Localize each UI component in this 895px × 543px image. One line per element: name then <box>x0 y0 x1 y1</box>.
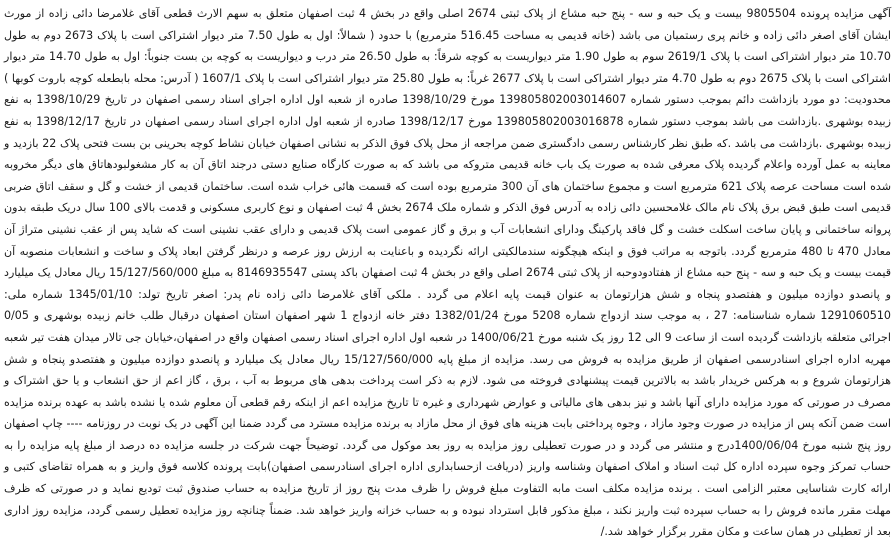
auction-notice-text: آگهی مزایده پرونده 9805504 بیست و یک حبه و سه - پنج حبه مشاع از پلاک ثبتی 2674 اصلی واقع در بخش 4 ثبت اصفهان متعلق به سهم الارث قطعی آقای غلامرضا دائی زاده از مورث ایشان آقای اصغر دائی زاده و خانم پری رستمیان می باشد (خانه قدیمی به مساحت 516.45 مترمربع) با حدود ( شمالاً: اول به طول 7.50 متر دیوار اشتراکی است با پلاک 2673 دوم به طول 10.70 متر دیوار اشتراکی است با پلاک 2619/1 سوم به طول 1.90 متر دیواریست به کوچه شرقاً: به طول 26.50 متر درب و دیواریست به کوچه بن بست جنوباً: اول به طول 14.70 متر دیوار اشتراکی است با پلاک 2675 دوم به طول 4.70 متر دیوار اشتراکی است با پلاک 2677 غرباً: به طول 25.80 متر دیوار اشتراکی است با پلاک 1607/1 ( آدرس: محله بابطعله کوچه باروت کوبها ) محدودیت: دو مورد بازداشت دائم بموجب دستور شماره 139805802003014607 مورخ 1398/10/29 صادره از شعبه اول اداره اجرای اسناد رسمی اصفهان در تاریخ 1398/10/29 به نفع زبیده بوشهری .بازداشت می باشد بموجب دستور شماره 139805802003016878 مورخ 1398/12/17 صادره از شعبه اول اداره اجرای اسناد رسمی اصفهان در تاریخ 1398/12/17 به نفع زبیده بوشهری .بازداشت می باشد .که طبق نظر کارشناس رسمی دادگستری ضمن مراجعه از محل پلاک فوق الذکر به نشانی اصفهان خیابان نشاط کوچه بحرینی بن بست فتحی پلاک 22 بازدید و معاینه به عمل آورده واعلام گردیده پلاک معرفی شده به صورت یک باب خانه قدیمی متروکه می باشد که به صورت کارگاه صنایع دستی درجند اتاق آن به کار مشغولبودهاتاق های دیگر مخروبه شده است مساحت عرصه پلاک 621 مترمربع است و مجموع ساختمان های آن 300 مترمربع بوده است که قسمت هائی خراب شده است. ساختمان قدیمی از خشت و گل و سقف اتاق ضربی قدیمی است طبق قبض برق پلاک نام مالک غلامحسین دائی زاده به آدرس فوق الذکر و شماره ملک 2674 بخش 4 ثبت اصفهان و نوع کاربری مسکونی و قدمت بالای 100 سال دریک طبقه بدون پروانه ساختمانی و پایان ساخت اسکلت خشت و گل فاقد پارکینگ ودارای انشعابات آب و برق و گاز عمومی است پلاک قدیمی و دارای عقب نشینی است که شاید پس از عقب نشینی متراژ آن معادل 470 تا 480 مترمربع گردد. باتوجه به مراتب فوق و اینکه هیچگونه سندمالکیتی ارائه نگردیده و باعنایت به ارزش روز عرصه و درنظر گرفتن ابعاد پلاک و ساخت و انشعابات منصوبه آن قیمت بیست و یک حبه و سه - پنج حبه مشاع از هفتادودوحبه از پلاک ثبتی 2674 اصلی واقع در بخش 4 ثبت اصفهان باکد پستی 8146935547 به مبلغ 15/127/560/000 ریال معادل یک میلیارد و پانصدو دوازده میلیون و هفتصدو پنجاه و شش هزارتومان به عنوان قیمت پایه اعلام می گردد . ملکی آقای غلامرضا دائی زاده نام پدر: اصغر تاریخ تولد: 1345/01/10 شماره ملی: 1291060510 شماره شناسنامه: 27 ، به موجب سند ازدواج شماره 5208 مورخ 1382/01/24 دفتر خانه ازدواج 1 شهر اصفهان استان اصفهان درقبال طلب خانم زبیده بوشهری و 0/05 اجرائی متعلقه بازداشت گردیده است از ساعت 9 الی 12 روز یک شنبه مورخ 1400/06/21 در شعبه اول اداره اجرای اسناد رسمی اصفهان واقع در اصفهان،خیابان جی تالار میدان هفت تیر شعبه مهریه اداره اجرای اسنادرسمی اصفهان از طریق مزایده به فروش می رسد. مزایده از مبلغ پایه 15/127/560/000 ریال معادل یک میلیارد و پانصدو دوازده میلیون و هفتصدو پنجاه و شش هزارتومان شروع و به هرکس خریدار باشد به بالاترین قیمت پیشنهادی فروخته می شود. لازم به ذکر است پرداخت بدهی های مربوط به آب ، برق ، گاز اعم از حق انشعاب و یا حق اشتراک و مصرف در صورتی که مورد مزایده دارای آنها باشد و نیز بدهی های مالیاتی و عوارض شهرداری و غیره تا تاریخ مزایده اعم از اینکه رقم قطعی آن معلوم شده یا نشده باشد به عهده برنده مزایده است ضمن آنکه پس از مزایده در صورت وجود مازاد ، وجوه پرداختی بابت هزینه های فوق از محل مازاد به برنده مزایده مسترد می گردد ضمنا این آگهی در یک نوبت در روزنامه ---- چاپ اصفهان روز پنج شنبه مورخ 1400/06/04درج و منتشر می گردد و در صورت تعطیلی روز مزایده به روز بعد موکول می گردد. توضیحاً جهت شرکت در جلسه مزایده ده درصد از مبلغ پایه مزایده را به حساب تمرکز وجوه سپرده اداره کل ثبت اسناد و املاک اصفهان وشناسه واریز (دریافت ازحسابداری اداره اجرای اسنادرسمی اصفهان)بابت پرونده کلاسه فوق واریز و به همراه تقاضای کتبی و ارائه کارت شناسایی معتبر الزامی است . برنده مزایده مکلف است مابه التفاوت مبلغ فروش را ظرف مدت پنج روز از تاریخ مزایده به حساب صندوق ثبت تودیع نماید و در صورتی که ظرف مهلت مقرر مانده فروش را به حساب سپرده ثبت واریز نکند ، مبلغ مذکور قابل استرداد نبوده و به حساب خزانه واریز خواهد شد. ضمناً چنانچه روز مزایده تعطیل رسمی گردد، مزایده روز اداری بعد از تعطیلی در همان ساعت و مکان مقرر برگزار خواهد شد./ <box>4 7 892 539</box>
